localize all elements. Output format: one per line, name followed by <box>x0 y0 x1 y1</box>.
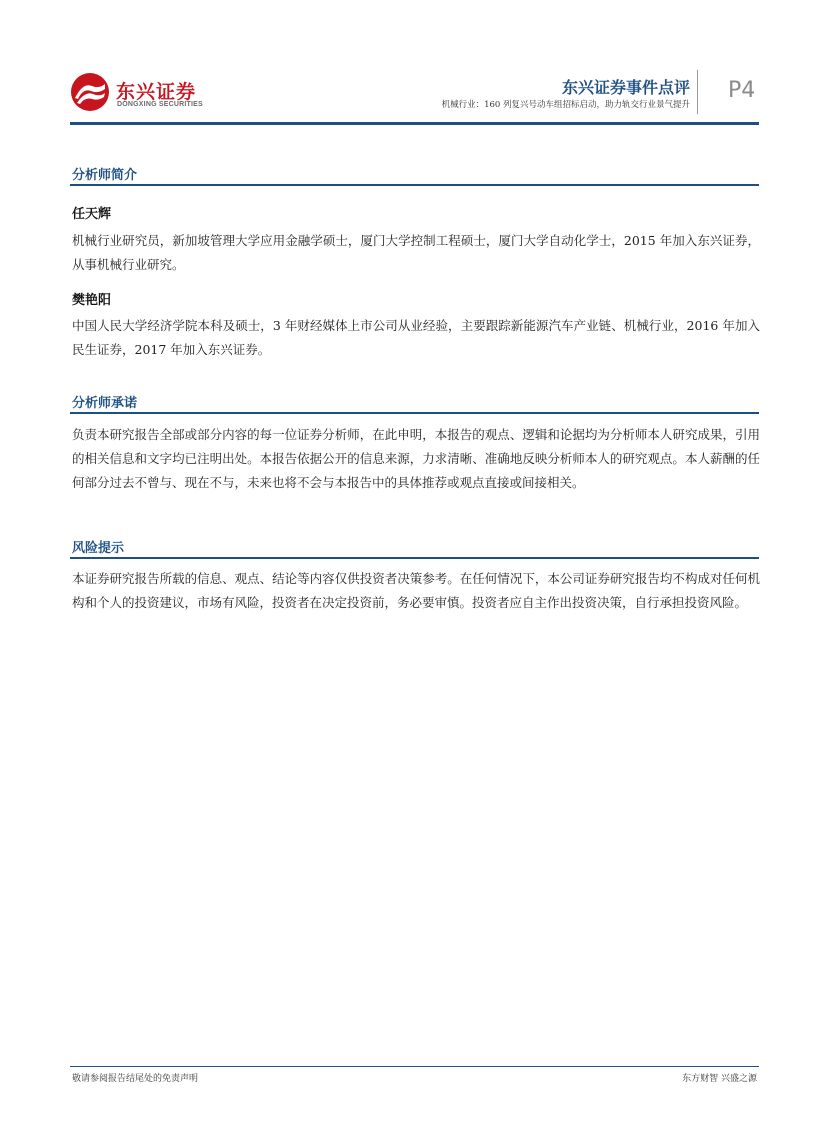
report-type-title: 东兴证券事件点评 <box>561 78 690 97</box>
header-divider <box>697 70 698 114</box>
analyst-name: 樊艳阳 <box>72 293 112 308</box>
analyst-bio: 中国人民大学经济学院本科及硕士，3 年财经媒体上市公司从业经验，主要跟踪新能源汽车产业链、机械行业，2016 年加入民生证券，2017 年加入东兴证券。 <box>72 318 760 357</box>
footer-rule <box>70 1066 759 1067</box>
section-title-analyst-commitment: 分析师承诺 <box>72 396 138 411</box>
report-subtitle: 机械行业：160 列复兴号动车组招标启动，助力轨交行业景气提升 <box>441 100 690 110</box>
logo-name-en: DONGXING SECURITIES <box>117 101 203 108</box>
logo-name-cn: 东兴证券 <box>116 81 197 103</box>
company-logo <box>70 72 203 112</box>
analyst-name: 任天辉 <box>72 207 112 222</box>
footer-disclaimer-note: 敬请参阅报告结尾处的免责声明 <box>72 1074 199 1084</box>
analyst-commitment-text: 负责本研究报告全部或部分内容的每一位证券分析师，在此申明，本报告的观点、逻辑和论据均为分析师本人研究成果，引用的相关信息和文字均已注明出处。本报告依据公开的信息来源，力求清晰、准确地反映分析师本人的研究观点。本人薪酬的任何部分过去不曾与、现在不与，未来也将不会与本报告中的具体推荐或观点直接或间接相关。 <box>72 427 760 490</box>
header-rule <box>70 122 759 125</box>
analyst-bio: 机械行业研究员，新加坡管理大学应用金融学硕士，厦门大学控制工程硕士，厦门大学自动化学士，2015 年加入东兴证券，从事机械行业研究。 <box>72 233 760 272</box>
section-rule-analyst-commitment <box>70 412 759 414</box>
risk-warning-text: 本证券研究报告所载的信息、观点、结论等内容仅供投资者决策参考。在任何情况下，本公司证券研究报告均不构成对任何机构和个人的投资建议，市场有风险，投资者在决定投资前，务必要审慎。投资者应自主作出投资决策，自行承担投资风险。 <box>72 571 760 610</box>
footer-slogan: 东方财智 兴盛之源 <box>682 1074 757 1084</box>
section-title-analyst-intro: 分析师简介 <box>72 168 138 183</box>
page-number: P4 <box>728 78 756 103</box>
section-rule-analyst-intro <box>70 184 759 186</box>
dongxing-securities-logo-icon <box>70 72 110 112</box>
section-title-risk-warning: 风险提示 <box>72 541 125 556</box>
section-rule-risk-warning <box>70 557 759 559</box>
